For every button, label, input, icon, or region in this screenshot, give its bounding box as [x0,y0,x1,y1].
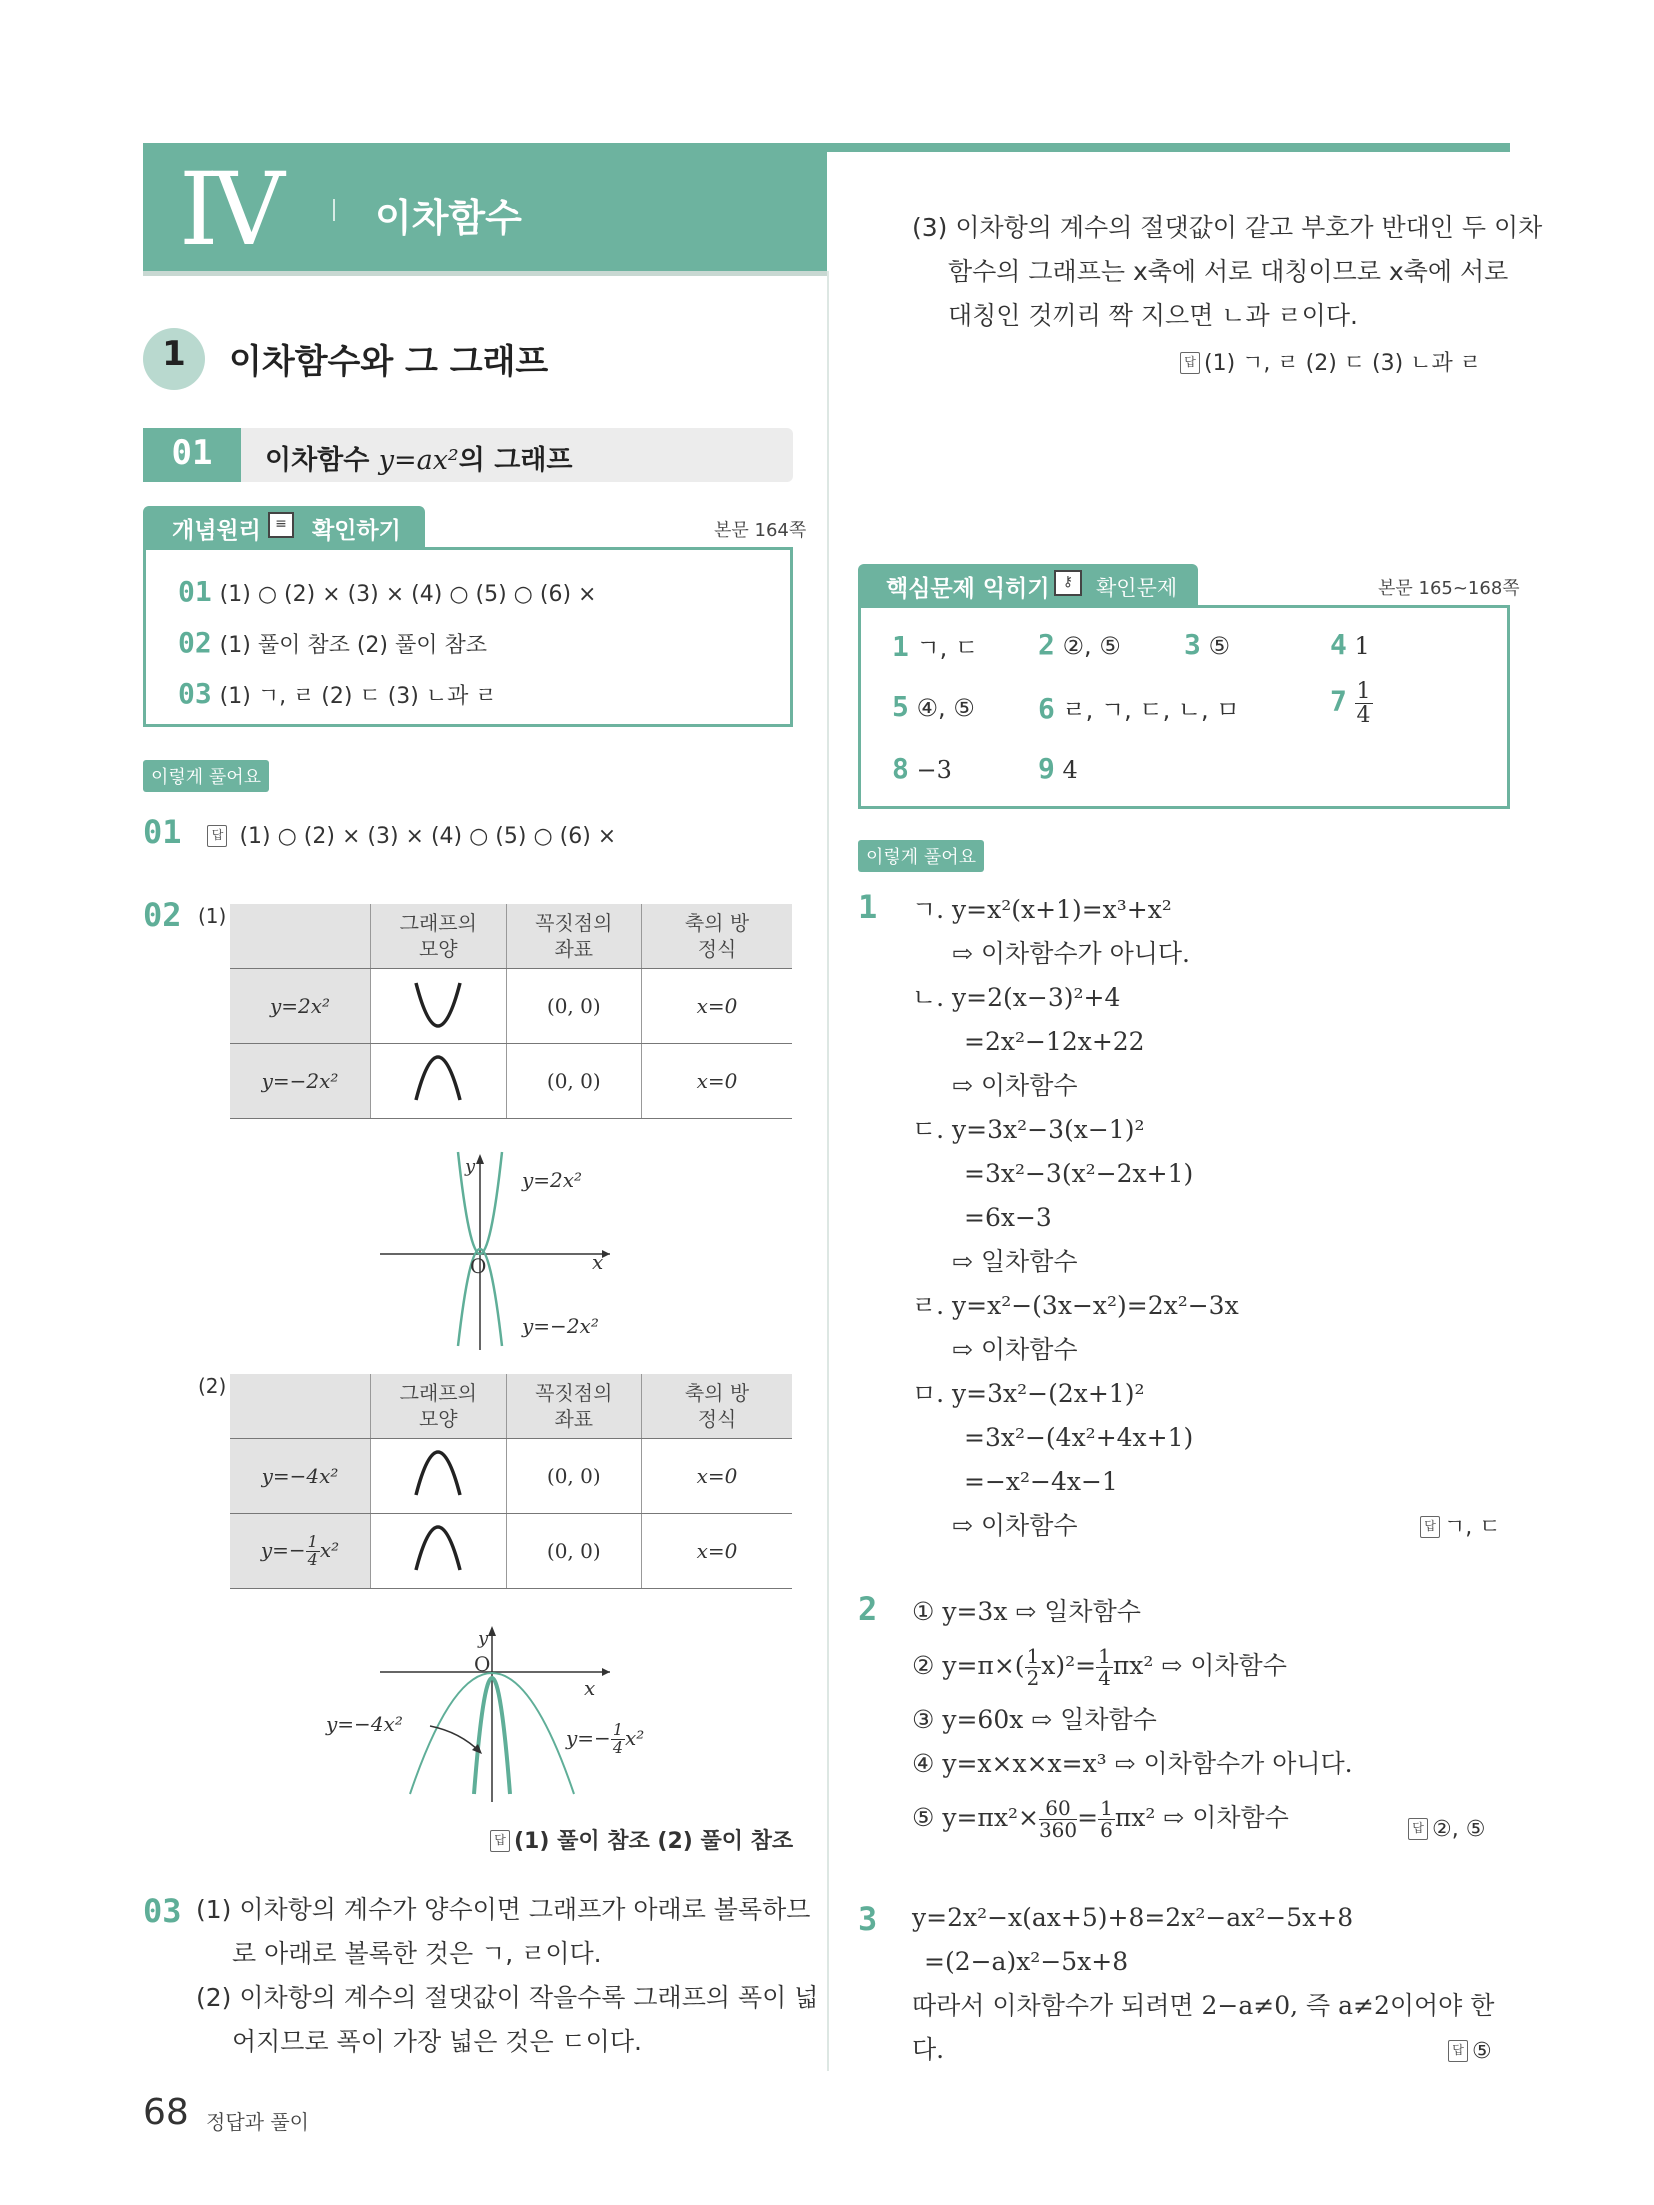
g1-y-label: y [465,1156,476,1177]
pointer-arrow [430,1726,480,1752]
section-number: 1 [162,334,186,374]
shape-cell [371,1514,507,1589]
concept-row: 02 (1) 풀이 참조 (2) 풀이 참조 [178,626,487,659]
q03-continued: (3) 이차항의 계수의 절댓값이 같고 부호가 반대인 두 이차 함수의 그래프는 x축에 서로 대칭이므로 x축에 서로 대칭인 것끼리 짝 지으면 ㄴ과 ㄹ이다. [912,213,1543,330]
header-shape: 그래프의 모양 [371,1374,507,1439]
shape-cell [371,969,507,1044]
core-tab-label-2: 확인문제 [1096,576,1178,600]
topic-title: 이차함수 y=ax²의 그래프 [265,445,573,476]
down-parabola-icon [408,1524,468,1574]
core-item: 6 ㄹ, ㄱ, ㄷ, ㄴ, ㅁ [1038,692,1240,725]
answer-icon: 답 [1420,1516,1440,1538]
answer-icon: 답 [207,825,227,847]
topic-bar [143,428,793,482]
core-item: 9 4 [1038,752,1078,785]
core-item: 8 −3 [892,752,952,785]
core-item: 4 1 [1330,628,1370,661]
chapter-divider [333,199,335,221]
sol3-number: 3 [858,1900,878,1938]
up-parabola-icon [408,979,468,1029]
down-parabola-icon [408,1054,468,1104]
g1-upper-label: y=2x² [522,1168,583,1192]
solve-badge: 이렇게 풀어요 [858,840,984,872]
y-axis-arrow [488,1626,496,1636]
g1-origin: O [470,1254,487,1278]
axis-cell: x=0 [642,1044,792,1119]
column-divider [827,271,829,2071]
g1-lower-label: y=−2x² [522,1314,599,1338]
shape-cell [371,1439,507,1514]
footer-label: 정답과 풀이 [206,2110,309,2134]
q03-body: (1) 이차항의 계수가 양수이면 그래프가 아래로 볼록하므 로 아래로 볼록한 것은 ㄱ, ㄹ이다. (2) 이차항의 계수의 절댓값이 작을수록 그래프의 폭이 넓 어지므로 폭이 가장 넓은 것은 ㄷ이다. [196,1895,819,2056]
vertex-cell: (0, 0) [506,1514,642,1589]
q02-number: 02 [143,896,182,934]
q02-part1: (1) [198,904,227,928]
vertex-cell: (0, 0) [506,1044,642,1119]
core-item: 7 $\frac{1}{4}$ [1330,679,1371,729]
sol2-body: ① y=3x ⇨ 일차함수 ② y=π×( $\frac{1}{2}$ x)²= $\frac{1}{4}$ πx² ⇨ 이차함수 ③ y=60x ⇨ 일차함수 ④ y=x×x×x=x³ ⇨ 이차함수가 아니다. ⑤ y=πx²× $\frac{60}{360}$ = $\frac{1}{6}$ πx² ⇨ 이차함수 [912,1597,1353,1842]
core-ref: 본문 165~168쪽 [1378,578,1520,599]
g1-x-label: x [592,1250,604,1274]
header-vertex: 꼭짓점의 좌표 [506,1374,642,1439]
core-item: 2 ②, ⑤ [1038,628,1121,661]
g2-left-label: y=−4x² [326,1712,403,1736]
key-icon: ⚷ [1054,570,1082,596]
section-title: 이차함수와 그 그래프 [229,342,549,382]
chapter-title: 이차함수 [375,196,522,240]
eq-cell: y=−4x² [230,1439,371,1514]
q03-answer: 답 (1) ㄱ, ㄹ (2) ㄷ (3) ㄴ과 ㄹ [1180,340,1481,386]
y-axis-arrow [476,1154,484,1164]
topic-number: 01 [171,433,213,473]
g2-y-label: y [478,1628,489,1649]
sol2-number: 2 [858,1590,878,1628]
g2-x-label: x [584,1676,596,1700]
answer-icon: 답 [1408,1818,1428,1840]
sol3-body: y=2x²−x(ax+5)+8=2x²−ax²−5x+8 =(2−a)x²−5x+8 따라서 이차함수가 되려면 2−a≠0, 즉 a≠2이어야 한 다. [912,1903,1495,2064]
concept-row: 01 (1) ○ (2) × (3) × (4) ○ (5) ○ (6) × [178,575,597,608]
answer-icon: 답 [1448,2040,1468,2062]
graph-table-2 [230,1374,792,1589]
notebook-icon: ≡ [268,512,294,538]
header-axis: 축의 방정식 [642,1374,792,1439]
core-tab-label: 핵심문제 익히기 [886,576,1050,602]
sol2-answer: 답 ②, ⑤ [1408,1806,1485,1852]
q02-answer: 답 (1) 풀이 참조 (2) 풀이 참조 [490,1818,793,1864]
concept-rows [178,568,596,721]
header-shape: 그래프의 모양 [371,904,507,969]
sol3-answer: 답 ⑤ [1448,2028,1492,2074]
core-item: 5 ④, ⑤ [892,690,975,723]
concept-tab-label-2: 확인하기 [312,518,401,544]
g2-right-label: y=− $\frac{1}{4}$ x² [566,1720,645,1757]
q03-number: 03 [143,1892,182,1930]
header-axis: 축의 방정식 [642,904,792,969]
vertex-cell: (0, 0) [506,969,642,1044]
graph-2 [370,1622,630,1802]
eq-cell: y=−2x² [230,1044,371,1119]
answer-icon: 답 [1180,352,1200,374]
q02-part2: (2) [198,1374,227,1398]
axis-cell: x=0 [642,1514,792,1589]
core-item: 1 ㄱ, ㄷ [892,630,979,663]
sol1-body: ㄱ. y=x²(x+1)=x³+x² ⇨ 이차함수가 아니다. ㄴ. y=2(x−3)²+4 =2x²−12x+22 ⇨ 이차함수 ㄷ. y=3x²−3(x−1)² =3x²−3(x²−2x+1) =6x−3 ⇨ 일차함수 ㄹ. y=x²−(3x−x²)=2x²−3x ⇨ 이차함수 ㅁ. y=3x²−(2x+1)² =3x²−(4x²+4x+1) =−x²−4x−1 ⇨ 이차함수 [912,895,1239,1540]
concept-row: 03 (1) ㄱ, ㄹ (2) ㄷ (3) ㄴ과 ㄹ [178,677,497,710]
sol1-answer: 답 ㄱ, ㄷ [1420,1504,1501,1550]
core-item: 3 ⑤ [1184,628,1231,661]
shape-cell [371,1044,507,1119]
graph-table-1 [230,904,792,1119]
chapter-header [143,143,827,276]
vertex-cell: (0, 0) [506,1439,642,1514]
axis-cell: x=0 [642,969,792,1044]
axis-cell: x=0 [642,1439,792,1514]
chapter-numeral: IV [179,151,279,268]
eq-cell: y=2x² [230,969,371,1044]
page-number: 68 [143,2092,189,2133]
sol1-number: 1 [858,888,878,926]
eq-cell: y=− $\frac{1}{4}$ x² [230,1514,371,1589]
solve-badge: 이렇게 풀어요 [143,760,269,792]
answer-icon: 답 [490,1830,510,1852]
concept-ref: 본문 164쪽 [714,520,807,541]
concept-tab-label: 개념원리 [172,518,261,544]
header-vertex: 꼭짓점의 좌표 [506,904,642,969]
down-parabola-icon [408,1449,468,1499]
q01-line: 01 답 (1) ○ (2) × (3) × (4) ○ (5) ○ (6) × [143,813,617,851]
g2-origin: O [474,1652,491,1676]
x-axis-arrow [602,1668,610,1676]
